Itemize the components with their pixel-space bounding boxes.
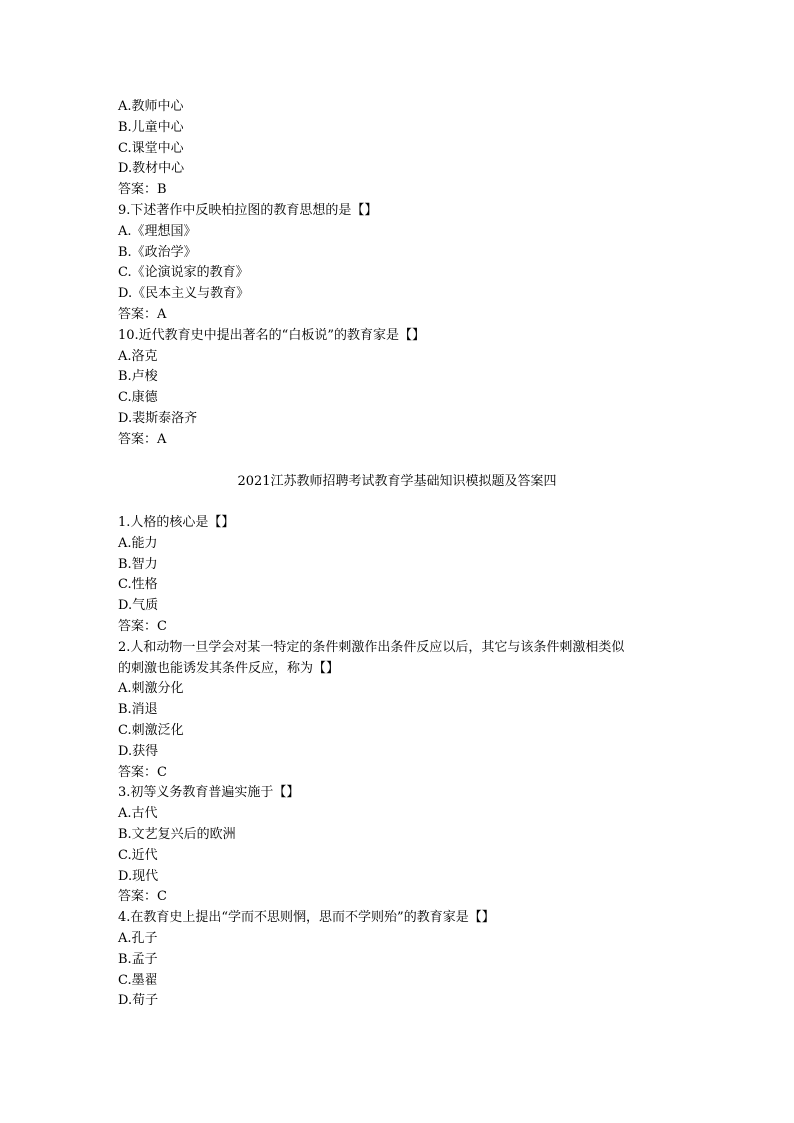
q10-stem: 10.近代教育史中提出著名的“白板说”的教育家是【】: [118, 327, 425, 343]
q8-option-c: C.课堂中心: [118, 140, 184, 156]
section-title: 2021江苏教师招聘考试教育学基础知识模拟题及答案四: [237, 474, 557, 489]
q10-answer: 答案：A: [118, 431, 167, 447]
q9-option-c: C.《论演说家的教育》: [118, 265, 249, 281]
q4-stem: 4.在教育史上提出“学而不思则惘，思而不学则殆”的教育家是【】: [118, 910, 495, 926]
q8-option-b: B.儿童中心: [118, 119, 184, 135]
q9-option-a: A.《理想国》: [118, 223, 197, 239]
q10-option-d: D.裴斯泰洛齐: [118, 410, 198, 426]
q8-answer: 答案：B: [118, 182, 167, 198]
q2-stem-line1: 2.人和动物一旦学会对某一特定的条件刺激作出条件反应以后，其它与该条件刺激相类似: [118, 639, 625, 655]
section-b: [118, 513, 678, 1012]
q2-option-a: A.刺激分化: [118, 681, 184, 697]
q1-answer: 答案：C: [118, 618, 167, 634]
q3-option-a: A.古代: [118, 806, 158, 822]
q9-option-b: B.《政治学》: [118, 244, 197, 260]
q10-option-c: C.康德: [118, 390, 158, 406]
q10-option-a: A.洛克: [118, 348, 158, 364]
q1-option-a: A.能力: [118, 535, 158, 551]
q4-option-b: B.孟子: [118, 951, 158, 967]
q1-stem: 1.人格的核心是【】: [118, 515, 235, 530]
q1-option-c: C.性格: [118, 577, 158, 593]
q2-answer: 答案：C: [118, 764, 167, 780]
q1-option-b: B.智力: [118, 556, 158, 572]
q4-option-d: D.荀子: [118, 993, 159, 1009]
q9-option-d: D.《民本主义与教育》: [118, 286, 250, 302]
q9-stem: 9.下述著作中反映柏拉图的教育思想的是【】: [118, 202, 378, 218]
q3-answer: 答案：C: [118, 889, 167, 905]
q2-stem-line2: 的刺激也能诱发其条件反应，称为【】: [118, 660, 340, 676]
q10-option-b: B.卢梭: [118, 369, 158, 385]
q9-answer: 答案：A: [118, 306, 167, 322]
q4-option-c: C.墨翟: [118, 972, 158, 988]
q3-stem: 3.初等义务教育普遍实施于【】: [118, 785, 300, 801]
q8-option-a: A.教师中心: [118, 99, 184, 114]
q2-option-c: C.刺激泛化: [118, 722, 184, 738]
section-a: [118, 97, 678, 451]
q2-option-b: B.消退: [118, 702, 158, 718]
q3-option-c: C.近代: [118, 847, 158, 863]
q4-option-a: A.孔子: [118, 930, 158, 946]
q2-option-d: D.获得: [118, 743, 159, 759]
q1-option-d: D.气质: [118, 598, 159, 614]
q3-option-b: B.文艺复兴后的欧洲: [118, 826, 236, 842]
q3-option-d: D.现代: [118, 868, 159, 884]
q8-option-d: D.教材中心: [118, 161, 185, 177]
